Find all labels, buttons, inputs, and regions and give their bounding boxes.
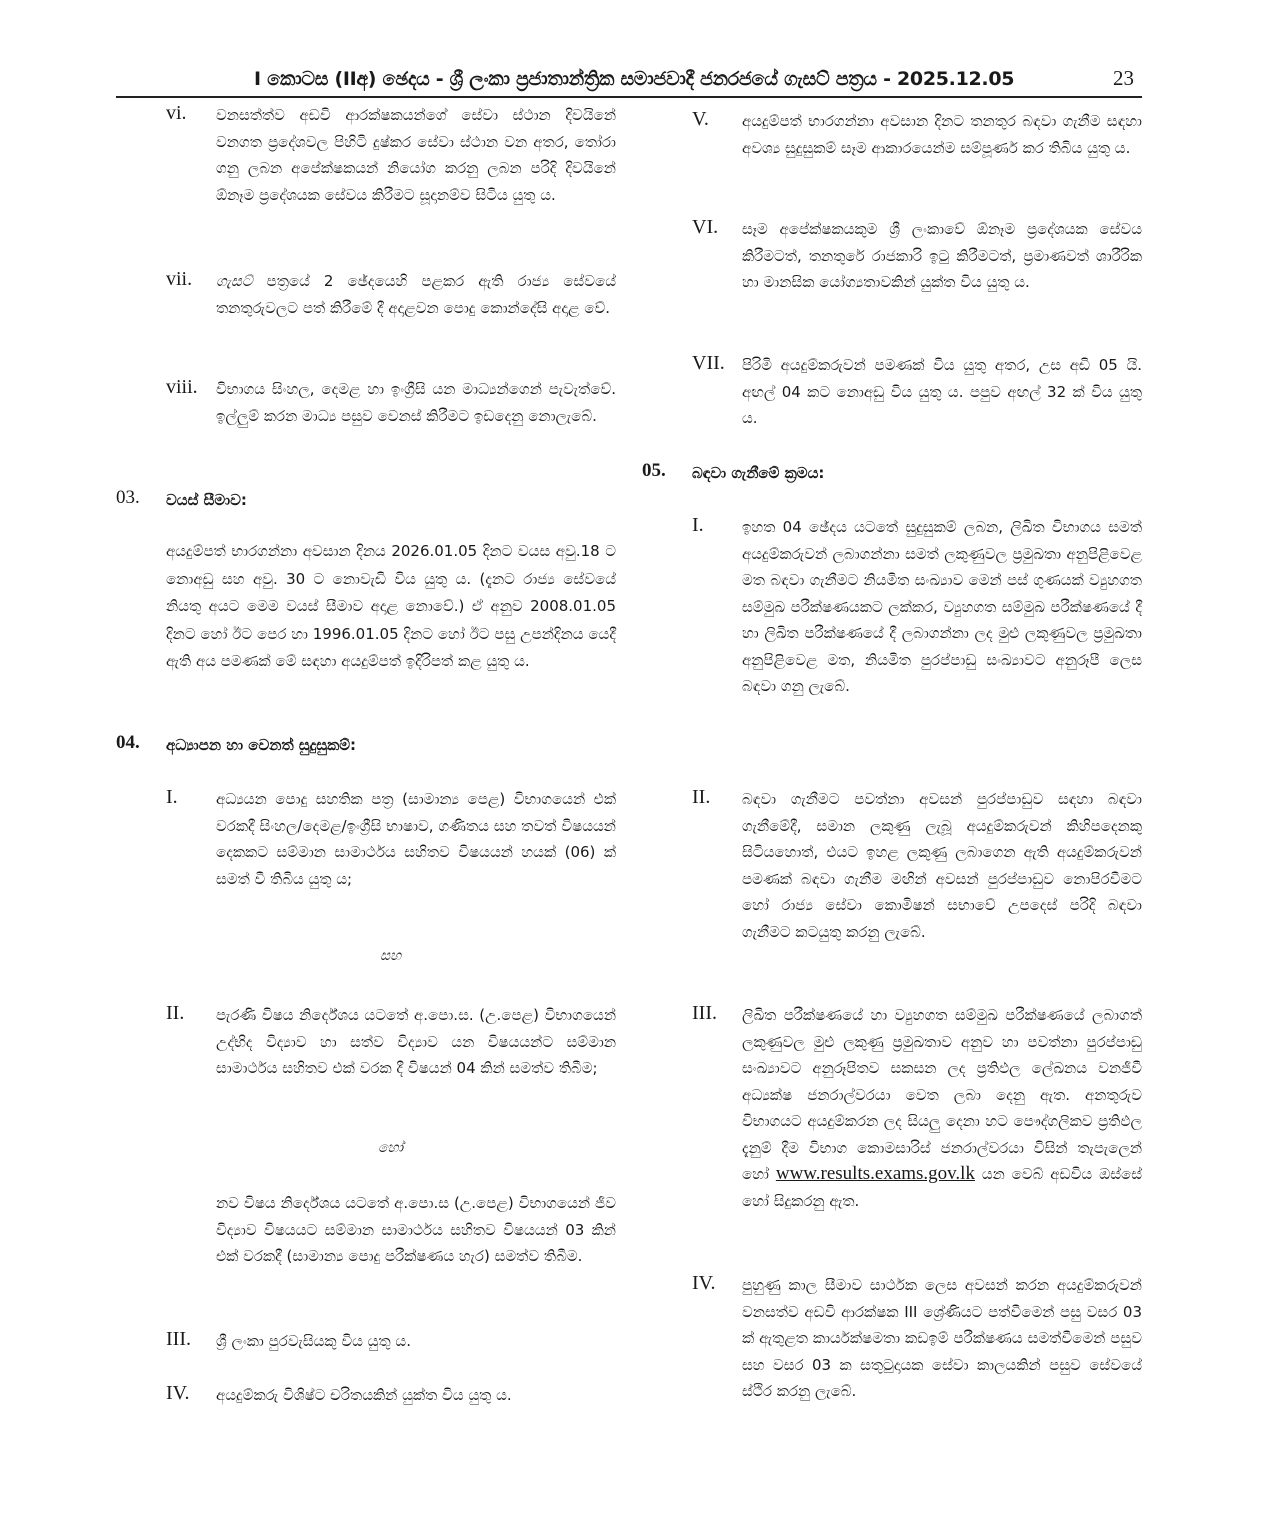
section-05-heading xyxy=(642,458,1142,488)
item-number: VI. xyxy=(692,216,719,238)
page-number: 23 xyxy=(1113,66,1134,90)
item-text: බඳවා ගැනීමට පවත්නා අවසන් පුරප්පාඩුව සඳහා බඳවා ගැනීමේදී, සමාන ලකුණු ලැබූ අයදුම්කරුවන් කිහිපදෙනකු සිටියහොත්, එයට ඉහළ ලකුණු ලබාගෙන ඇති අයදුම්කරුවන් පමණක් බඳවා ගැනීම මඟින් අවසන් පුරප්පාඩුව නොපිරවීමට හෝ රාජ්‍ය සේවා කොමිෂන් සභාවේ උපදෙස් පරිදි බඳවා ගැනීමට කටයුතු කරනු ලැබේ. xyxy=(742,790,1142,941)
list-item-VII xyxy=(642,350,1142,434)
item-number: IV. xyxy=(692,1272,716,1294)
item-text xyxy=(216,268,616,321)
list-item-VI xyxy=(642,214,1142,326)
list-item-IV xyxy=(642,1270,1142,1440)
item-number: vii. xyxy=(166,268,193,290)
list-item-III xyxy=(116,1326,616,1356)
section-title: බඳවා ගැනීමේ ක්‍රමය: xyxy=(692,464,825,482)
item-text: වනසත්ත්ව අඩවි ආරක්ෂකයන්ගේ සේවා ස්ථාන දිවයිනේ වනගත ප්‍රදේශවල පිහිටි දුෂ්කර සේවා ස්ථාන වන අතර, තෝරා ගනු ලබන අපේක්ෂකයන් නියෝග කරනු ලබන පරිදි දිවයිනේ ඕනෑම ප්‍රදේශයක සේවය කිරීමට සූදානම්ව සිටිය යුතු ය. xyxy=(216,106,616,204)
item-text-rest: පත්‍රයේ 2 ඡේදයෙහි පළකර ඇති රාජ්‍ය සේවයේ තනතුරුවලට පත් කිරීමේ දී අදාළවන පොදු කොන්දේසි අදාළ වේ. xyxy=(216,272,616,317)
paragraph: අයදුම්පත් භාරගන්නා අවසාන දිනය 2026.01.05 දිනට වයස අවු.18 ට නොඅඩු සහ අවු. 30 ට නොවැඩි විය යුතු ය. (දැනට රාජ්‍ය සේවයේ නියතු අයට මෙම වයස් සීමාව අදාළ නොවේ.) ඒ අනුව 2008.01.05 දිනට හෝ ඊට පෙර හා 1996.01.05 දිනට හෝ ඊට පසු උපන්දිනය යෙදී ඇති අය පමණක් මේ සඳහා අයදුම්පත් ඉදිරිපත් කළ යුතු ය. xyxy=(166,542,616,671)
page-header xyxy=(116,62,1142,98)
item-text xyxy=(742,1002,1142,1214)
item-text: අධ්‍යයන පොදු සහතික පත්‍ර (සාමාන්‍ය පෙළ) විභාගයෙන් එක් වරකදී සිංහල/දෙමළ/ඉංග්‍රීසි භාෂාව, ගණිතය සහ තවත් විෂයයන් දෙකකට සම්මාන සාමාර්ථය සහිතව විෂයයන් හයක් (06) ක් සමත් වී තිබිය යුතු ය; xyxy=(216,790,616,888)
section-03-heading xyxy=(116,485,616,515)
list-item-IV xyxy=(116,1380,616,1410)
list-item-I xyxy=(642,512,1142,762)
item-text: අයදුම්පත් භාරගන්නා අවසාන දිනට තනතුර බඳවා ගැනීම සඳහා අවශ්‍ය සුදුසුකම් සෑම ආකාරයෙන්ම සම්පූර්ණ කර තිබිය යුතු ය. xyxy=(742,112,1142,157)
list-item-viii xyxy=(116,374,616,458)
item-text: විභාගය සිංහල, දෙමළ හා ඉංග්‍රීසි යන මාධ්‍යන්ගෙන් පැවැත්වේ. ඉල්ලුම් කරන මාධ්‍ය පසුව වෙනස් කිරීමට ඉඩදෙනු නොලැබේ. xyxy=(216,380,616,425)
item-number: I. xyxy=(692,514,704,536)
results-website-link[interactable]: www.results.exams.gov.lk xyxy=(775,1163,975,1184)
section-number: 05. xyxy=(642,460,666,481)
item-text: පුහුණු කාල සීමාව සාර්ථක ලෙස අවසන් කරන අයදුම්කරුවන් වනසත්ව අඩවි ආරක්ෂක III ශ්‍රේණියට පත්වීමෙන් පසු වසර 03 ක් ඇතුළත කාර්යක්ෂමතා කඩඉම් පරීක්ෂණය සමත්වීමෙන් පසුව සහ වසර 03 ක සතුටුදායක සේවා කාලයකින් පසුව සේවයේ ස්ථිර කරනු ලැබේ. xyxy=(742,1276,1142,1400)
list-item-vi xyxy=(116,100,616,240)
list-item-V xyxy=(642,106,1142,190)
list-item-II xyxy=(642,784,1142,980)
item-number: V. xyxy=(692,108,709,130)
item-number: I. xyxy=(166,786,178,808)
section-03-body xyxy=(166,538,616,708)
gazette-italic-word: ගැසට් xyxy=(216,272,253,290)
item-number: viii. xyxy=(166,376,198,398)
item-text: පිරිමි අයදුම්කරුවන් පමණක් විය යුතු අතර, උස අඩි 05 යි. අඟල් 04 කට නොඅඩු විය යුතු ය. පපුව අඟල් 32 ක් විය යුතු ය. xyxy=(742,356,1142,427)
section-number: 04. xyxy=(116,732,140,753)
item-text: නව විෂය නිර්දේශය යටතේ අ.පො.ස (උ.පෙළ) විභාගයෙන් ජීව විද්‍යාව විෂයයට සම්මාන සාමාර්ථය සහිතව විෂයයන් 03 කින් එක් වරකදී (සාමාන්‍ය පොදු පරීක්ෂණය හැර) සමත්ව තිබීම. xyxy=(216,1194,616,1265)
list-item-II xyxy=(116,1000,616,1112)
item-number: II. xyxy=(692,786,711,808)
item-text: සෑම අපේක්ෂකයකුම ශ්‍රී ලංකාවේ ඕනෑම ප්‍රදේශයක සේවය කිරීමටත්, තනතුරේ රාජකාරි ඉටු කිරීමටත්, ප්‍රමාණවත් ශාරීරික හා මානසික යෝග්‍යතාවකින් යුක්ත විය යුතු ය. xyxy=(742,220,1142,291)
item-number: II. xyxy=(166,1002,185,1024)
section-title: වයස් සීමාව: xyxy=(166,491,247,509)
item-text: ඉහත 04 ඡේදය යටතේ සුදුසුකම් ලබන, ලිඛිත විභාගය සමත් අයදුම්කරුවන් ලබාගන්නා සමත් ලකුණුවල ප්‍රමුඛතා අනුපිළිවෙළ මත බඳවා ගැනීමට නියමිත සංඛ්‍යාව මෙන් පස් ගුණයක් ව්‍යුහගත සම්මුඛ පරීක්ෂණයකට ලක්කර, ව්‍යුහගත සම්මුඛ පරීක්ෂණයේ දී හා ලිඛිත පරීක්ෂණයේ දී ලබාගන්නා ලද මුළු ලකුණුවල ප්‍රමුඛතා අනුපිළිවෙළ මත, නියමිත පුරප්පාඩු සංඛ්‍යාවට අනුරූපී ලෙස බඳවා ගනු ලැබේ. xyxy=(742,518,1142,695)
header-title: I කොටස (IIඅ) ඡෙදය - ශ්‍රී ලංකා ප්‍රජාතාන්ත්‍රික සමාජවාදී ජනරජයේ ගැසට් පත්‍රය - 2025.12.05 xyxy=(254,68,1015,90)
list-item-vii xyxy=(116,266,616,350)
item-number: III. xyxy=(166,1328,191,1350)
item-text-after: යන වෙබ් අඩවිය ඔස්සේ හෝ සිදුකරනු ඇත. xyxy=(742,1165,1142,1210)
list-item-III xyxy=(642,1000,1142,1250)
item-number: vi. xyxy=(166,102,187,124)
conjunction-saha: සහ xyxy=(380,948,402,964)
section-title: අධ්‍යාපන හා වෙනත් සුදුසුකම්: xyxy=(166,736,357,754)
item-text-main: ලිඛිත පරීක්ෂණයේ හා ව්‍යුහගත සම්මුඛ පරීක්ෂණයේ ලබාගත් ලකුණුවල මුළු ලකුණු ප්‍රමුඛතාව අනුව හා පවත්නා පුරප්පාඩු සංඛ්‍යාවට අනුරූපිතව සකසන ලද ප්‍රතිඵල ලේඛනය වනජීවී අධ්‍යක්ෂ ජනරාල්වරයා වෙත ලබා දෙනු ඇත. අනතුරුව විභාගයට අයදුම්කරන ලද සියලු දෙනා හට පෞද්ගලිකව ප්‍රතිඵල දැනුම් දීම විභාග කොමසාරිස් ජනරාල්වරයා විසින් තැපැලෙන් හෝ xyxy=(742,1006,1142,1183)
conjunction-ho: හෝ xyxy=(378,1140,404,1156)
section-04-heading xyxy=(116,730,616,760)
list-item-I xyxy=(116,784,616,924)
list-item-II-alternative xyxy=(216,1190,616,1302)
item-number: IV. xyxy=(166,1382,190,1404)
item-text: ශ්‍රී ලංකා පුරවැසියකු විය යුතු ය. xyxy=(216,1332,411,1350)
item-text: අයදුම්කරු විශිෂ්ට චරිතයකින් යුක්ත විය යුතු ය. xyxy=(216,1386,512,1404)
item-number: VII. xyxy=(692,352,725,374)
section-number: 03. xyxy=(116,487,140,508)
item-number: III. xyxy=(692,1002,717,1024)
item-text: පැරණි විෂය නිර්දේශය යටතේ අ.පො.ස. (උ.පෙළ) විභාගයෙන් උද්භිද විද්‍යාව හා සත්ව විද්‍යාව යන විෂයයන්ට සම්මාන සාමාර්ථය සහිතව එක් වරක දී විෂයන් 04 කින් සමත්ව තිබීම; xyxy=(216,1006,616,1077)
